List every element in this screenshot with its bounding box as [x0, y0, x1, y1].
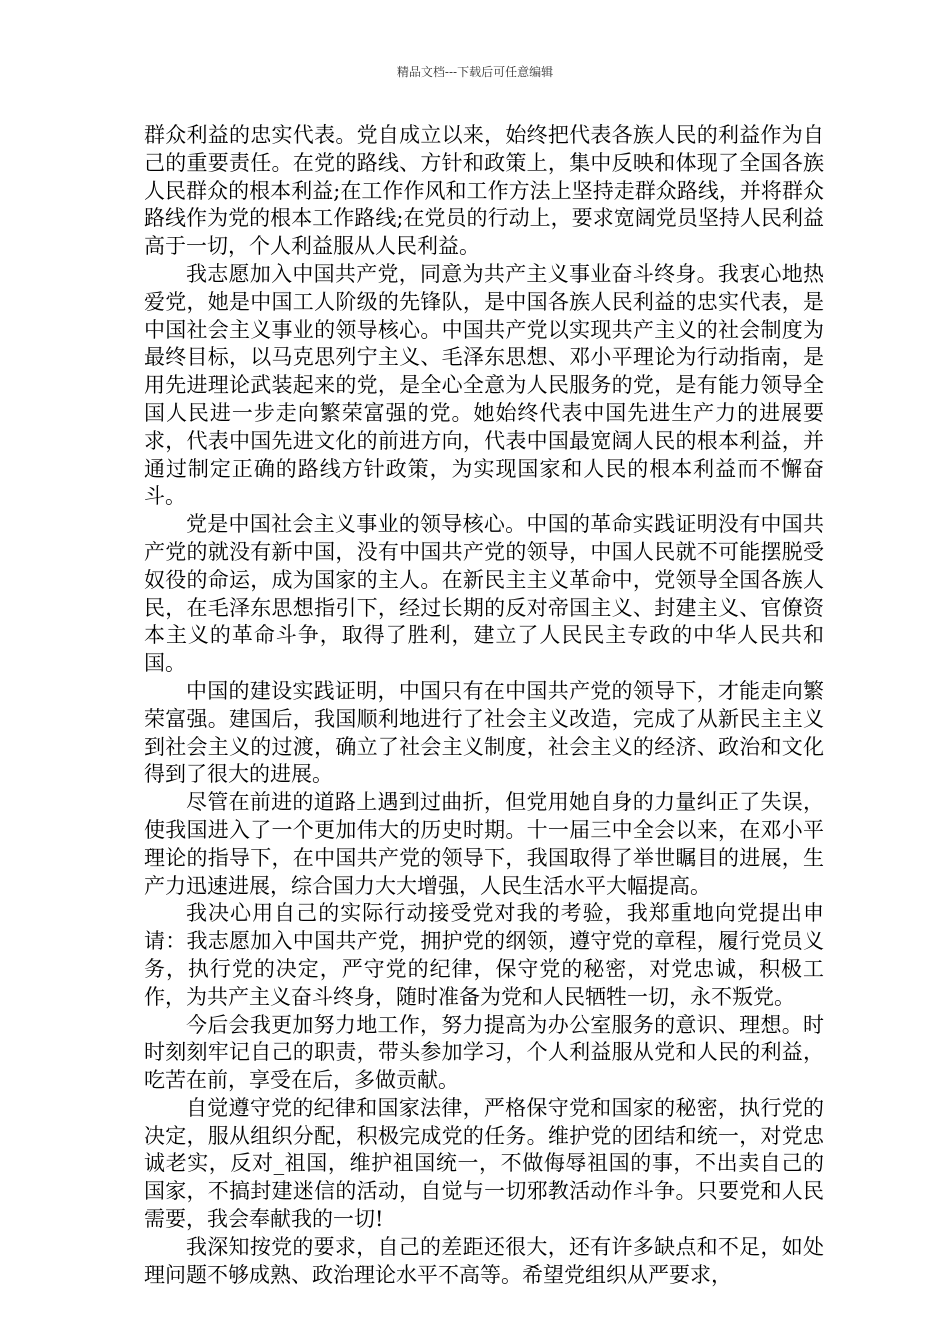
paragraph: 我志愿加入中国共产党，同意为共产主义事业奋斗终身。我衷心地热爱党，她是中国工人阶级的先锋队，是中国各族人民利益的忠实代表，是中国社会主义事业的领导核心。中国共产党以实现共产主义的社会制度为最终目标，以马克思列宁主义、毛泽东思想、邓小平理论为行动指南，是用先进理论武装起来的党，是全心全意为人民服务的党，是有能力领导全国人民进一步走向繁荣富强的党。她始终代表中国先进生产力的进展要求，代表中国先进文化的前进方向，代表中国最宽阔人民的根本利益，并通过制定正确的路线方针政策，为实现国家和人民的根本利益而不懈奋斗。 — [144, 261, 824, 509]
page-header: 精品文档---下载后可任意编辑 — [396, 65, 554, 79]
paragraph: 中国的建设实践证明，中国只有在中国共产党的领导下，才能走向繁荣富强。建国后，我国顺利地进行了社会主义改造，完成了从新民主主义到社会主义的过渡，确立了社会主义制度，社会主义的经济、政治和文化得到了很大的进展。 — [144, 678, 824, 787]
paragraph: 自觉遵守党的纪律和国家法律，严格保守党和国家的秘密，执行党的决定，服从组织分配，积极完成党的任务。维护党的团结和统一，对党忠诚老实，反对_祖国，维护祖国统一，不做侮辱祖国的事，不出卖自己的国家，不搞封建迷信的活动，自觉与一切邪教活动作斗争。只要党和人民需要，我会奉献我的一切! — [144, 1095, 824, 1232]
paragraph: 群众利益的忠实代表。党自成立以来，始终把代表各族人民的利益作为自己的重要责任。在党的路线、方针和政策上，集中反映和体现了全国各族人民群众的根本利益;在工作作风和工作方法上坚持走群众路线，并将群众路线作为党的根本工作路线;在党员的行动上，要求宽阔党员坚持人民利益高于一切，个人利益服从人民利益。 — [144, 123, 824, 259]
paragraph: 今后会我更加努力地工作，努力提高为办公室服务的意识、理想。时时刻刻牢记自己的职责，带头参加学习，个人利益服从党和人民的利益，吃苦在前，享受在后，多做贡献。 — [144, 1012, 824, 1093]
paragraph: 我深知按党的要求，自己的差距还很大，还有许多缺点和不足，如处理问题不够成熟、政治理论水平不高等。希望党组织从严要求， — [144, 1234, 824, 1287]
paragraph: 尽管在前进的道路上遇到过曲折，但党用她自身的力量纠正了失误，使我国进入了一个更加伟大的历史时期。十一届三中全会以来，在邓小平理论的指导下，在中国共产党的领导下，我国取得了举世瞩目的进展，生产力迅速进展，综合国力大大增强，人民生活水平大幅提高。 — [144, 790, 824, 898]
paragraph: 党是中国社会主义事业的领导核心。中国的革命实践证明没有中国共产党的就没有新中国，没有中国共产党的领导，中国人民就不可能摆脱受奴役的命运，成为国家的主人。在新民主主义革命中，党领导全国各族人民，在毛泽东思想指引下，经过长期的反对帝国主义、封建主义、官僚资本主义的革命斗争，取得了胜利，建立了人民民主专政的中华人民共和国。 — [144, 512, 824, 676]
document-body — [144, 122, 824, 1289]
paragraph: 我决心用自己的实际行动接受党对我的考验，我郑重地向党提出申请：我志愿加入中国共产党，拥护党的纲领，遵守党的章程，履行党员义务，执行党的决定，严守党的纪律，保守党的秘密，对党忠诚，积极工作，为共产主义奋斗终身，随时准备为党和人民牺牲一切，永不叛党。 — [144, 901, 824, 1009]
